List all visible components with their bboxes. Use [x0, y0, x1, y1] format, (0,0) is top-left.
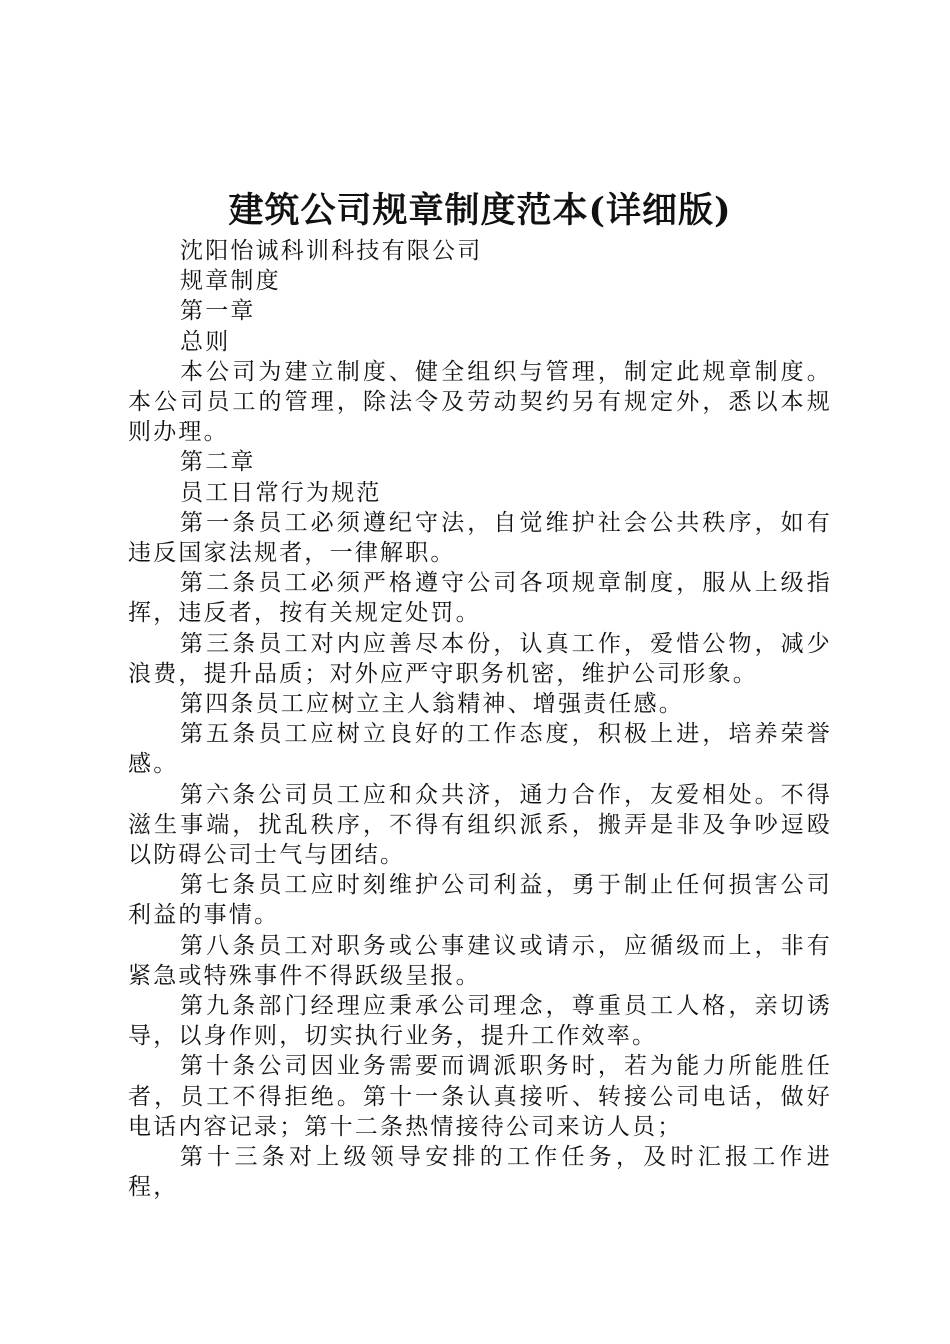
article-13: 第十三条对上级领导安排的工作任务，及时汇报工作进程，: [128, 1144, 832, 1201]
chapter-one-heading: 第一章: [180, 298, 256, 325]
company-name-line: 沈阳怡诚科训科技有限公司: [180, 238, 483, 264]
article-6: 第六条公司员工应和众共济，通力合作，友爱相处。不得滋生事端，扰乱秩序，不得有组织派系，搬弄是非及争吵逗殴以防碍公司士气与团结。: [128, 781, 832, 869]
document-page: [128, 188, 832, 1203]
article-4: 第四条员工应树立主人翁精神、增强责任感。: [180, 691, 684, 718]
conduct-heading: 员工日常行为规范: [180, 479, 382, 506]
article-1: 第一条员工必须遵纪守法，自觉维护社会公共秩序，如有违反国家法规者，一律解职。: [128, 509, 832, 567]
article-5: 第五条员工应树立良好的工作态度，积极上进，培养荣誉感。: [128, 721, 832, 778]
article-9: 第九条部门经理应秉承公司理念，尊重员工人格，亲切诱导，以身作则，切实执行业务，提升工作效率。: [128, 993, 832, 1050]
article-7: 第七条员工应时刻维护公司利益，勇于制止任何损害公司利益的事情。: [128, 872, 832, 929]
document-title: 建筑公司规章制度范本(详细版): [228, 190, 732, 231]
article-8: 第八条员工对职务或公事建议或请示，应循级而上，非有紧急或特殊事件不得跃级呈报。: [128, 932, 832, 989]
article-3: 第三条员工对内应善尽本份，认真工作，爱惜公物，减少浪费，提升品质；对外应严守职务机密，维护公司形象。: [128, 630, 832, 687]
article-2: 第二条员工必须严格遵守公司各项规章制度，服从上级指挥，违反者，按有关规定处罚。: [128, 570, 832, 627]
article-10-12: 第十条公司因业务需要而调派职务时，若为能力所能胜任者，员工不得拒绝。第十一条认真接听、转接公司电话，做好电话内容记录；第十二条热情接待公司来访人员；: [128, 1053, 832, 1140]
chapter-two-heading: 第二章: [180, 449, 256, 476]
regulations-heading: 规章制度: [180, 268, 281, 295]
general-rules-heading: 总则: [180, 328, 231, 355]
paragraph-purpose: 本公司为建立制度、健全组织与管理，制定此规章制度。本公司员工的管理，除法令及劳动契约另有规定外，悉以本规则办理。: [128, 358, 832, 446]
